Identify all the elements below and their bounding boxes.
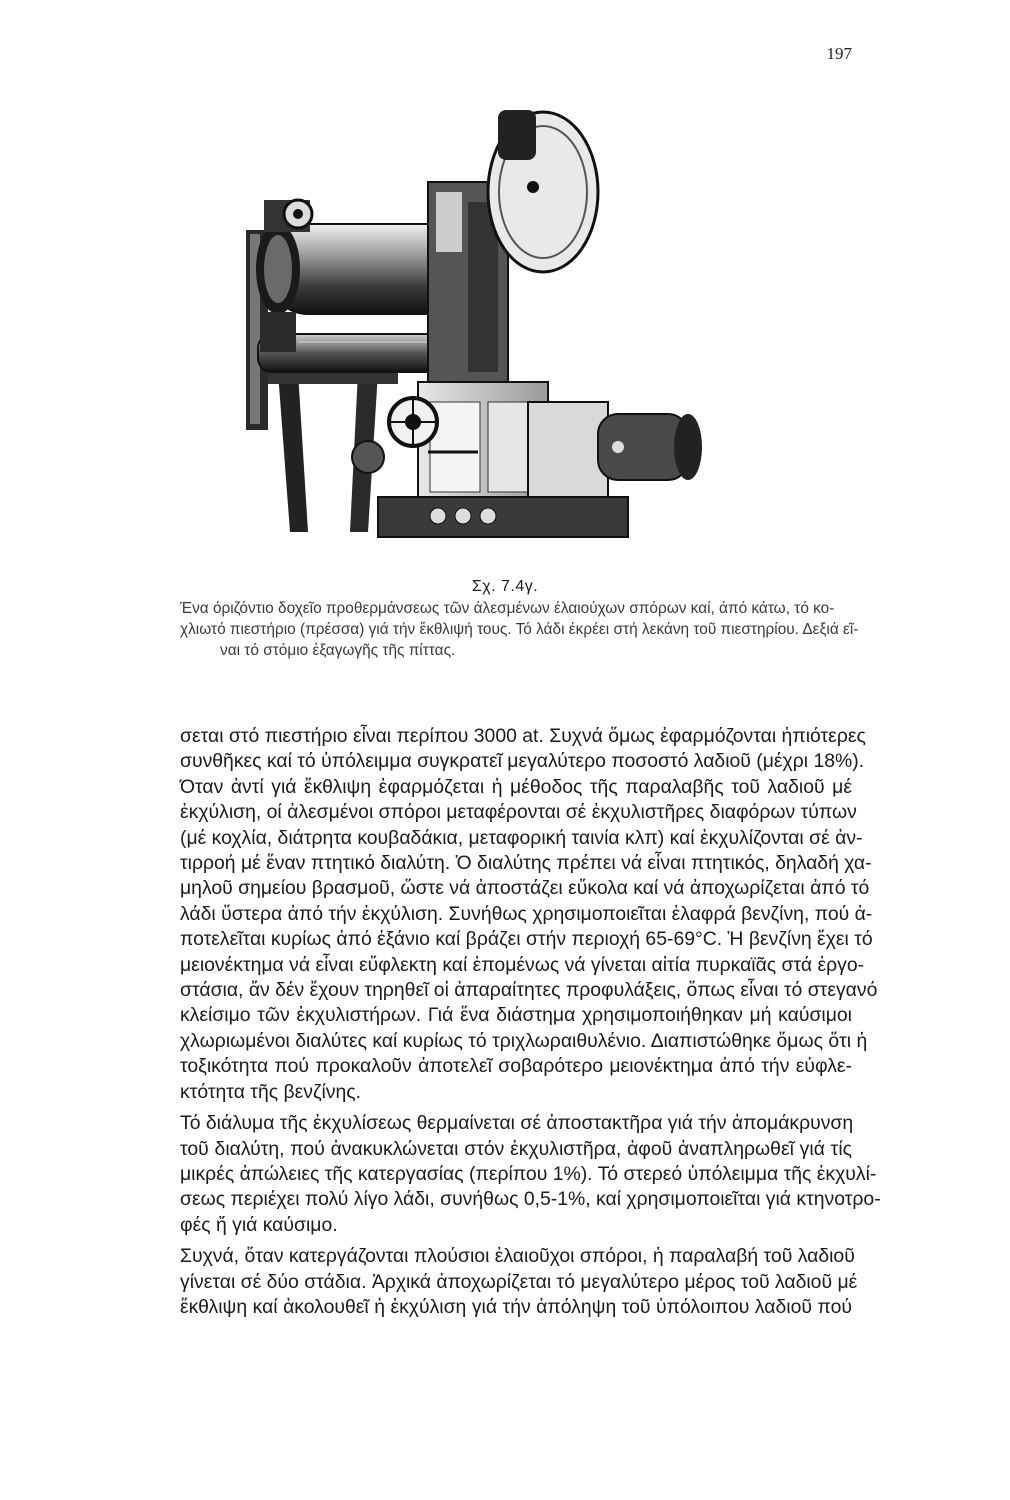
caption-line: χλιωτό πιεστήριο (πρέσσα) γιά τήν ἔκθλιψή τους. Τό λάδι έκρέει στή λεκάνη τοῦ πιεστηρίου. Δεξιά εῖ- — [180, 621, 859, 638]
caption-line: ναι τό στόμιο ἐξαγωγῆς τῆς πίττας. — [220, 642, 456, 659]
text-line: κτότητα τῆς βενζίνης. — [180, 1080, 362, 1103]
paragraph — [180, 1244, 858, 1320]
text-line: Τό διάλυμα τῆς ἐκχυλίσεως θερμαίνεται σέ ἀποστακτῆρα γιά τήν ἀπομάκρυνση — [180, 1112, 854, 1135]
drive-motor — [528, 402, 702, 498]
text-line: (μέ κοχλία, διάτρητα κουβαδάκια, μεταφορική ταινία κλπ) καί ἐκχυλίζονται σέ ἀν- — [180, 826, 863, 849]
text-line: ποτελεῖται κυρίως ἀπό ἑξάνιο καί βράζει στήν περιοχή 65-69°C. Ἡ βενζίνη ἔχει τό — [180, 928, 873, 951]
page-number: 197 — [826, 44, 852, 63]
paragraph — [180, 724, 866, 775]
text-line: σεται στό πιεστήριο εἶναι περίπου 3000 at. Συχνά ὅμως ἐφαρμόζονται ἠπιότερες — [180, 725, 866, 747]
figure-label: Σχ. 7.4γ. — [471, 578, 539, 595]
text-line: ἐκχύλιση, οί ἀλεσμένοι σπόροι μεταφέρονται σέ ἐκχυλιστῆρες διαφόρων τύπων — [180, 801, 857, 824]
text-line: μειονέκτημα νά εἶναι εὔφλεκτη καί ἑπομένως νά γίνεται αἰτία πυρκαϊᾶς στά ἐργο- — [180, 953, 865, 976]
text-line: φές ἤ γιά καύσιμο. — [180, 1213, 338, 1236]
text-line: ἔκθλιψη καί ἀκολουθεῖ ἡ ἐκχύλιση γιά τήν ἀπόληψη τοῦ ὑπόλοιπου λαδιοῦ πού — [180, 1295, 852, 1318]
text-line: λάδι ὕστερα ἀπό τήν ἐκχύλιση. Συνήθως χρησιμοποιεῖται ἐλαφρά βενζίνη, πού ἀ- — [180, 902, 873, 925]
text-line: μικρές ἀπώλειες τῆς κατεργασίας (περίπου 1%). Τό στερεό ὑπόλειμμα τῆς ἐκχυλί- — [180, 1162, 877, 1185]
text-line: χλωριωμένοι διαλύτες καί κυρίως τό τριχλωραιθυλένιο. Διαπιστώθηκε ὅμως ὅτι ἡ — [180, 1029, 868, 1052]
gear-wheel — [389, 398, 437, 446]
text-line: συνθῆκες καί τό ὑπόλειμμα συγκρατεῖ μεγαλύτερο ποσοστό λαδιοῦ (μέχρι 18%). — [180, 750, 865, 773]
paragraph — [180, 775, 878, 1105]
figure-caption — [180, 598, 859, 661]
text-line: στάσια, ἄν δέν ἔχουν τηρηθεῖ οἱ ἀπαραίτητες προφυλάξεις, ὅπως εἶναι τό στεγανό — [180, 979, 878, 1002]
caption-line: Ένα όριζόντιο δοχεῖο προθερμάνσεως τῶν άλεσμένων έλαιούχων σπόρων καί, άπό κάτω, τό κο- — [180, 600, 835, 617]
text-line: κλείσιμο τῶν ἐκχυλιστήρων. Γιά ἕνα διάστημα χρησιμοποιήθηκαν μή καύσιμοι — [180, 1004, 852, 1027]
text-line: γίνεται σέ δύο στάδια. Ἀρχικά ἀποχωρίζεται τό μεγαλύτερο μέρος τοῦ λαδιοῦ μέ — [180, 1270, 858, 1293]
machine-illustration — [238, 102, 718, 564]
text-line: τοῦ διαλύτη, πού ἀνακυκλώνεται στόν ἐκχυλιστῆρα, ἀφοῦ ἀναπληρωθεῖ γιά τίς — [180, 1137, 852, 1160]
text-line: μηλοῦ σημείου βρασμοῦ, ὥστε νά ἀποστάζει εὔκολα καί νά ἀποχωρίζεται ἀπό τό — [180, 877, 870, 900]
text-line: Όταν ἀντί γιά ἔκθλιψη ἐφαρμόζεται ἡ μέθοδος τῆς παραλαβῆς τοῦ λαδιοῦ μέ — [180, 775, 852, 798]
text-line: τοξικότητα πού προκαλοῦν ἀποτελεῖ σοβαρότερο μειονέκτημα ἀπό τήν εὐφλε- — [180, 1055, 852, 1078]
text-line: σεως περιέχει πολύ λίγο λάδι, συνήθως 0,5-1%, καί χρησιμοποιεῖται γιά κτηνοτρο- — [180, 1188, 881, 1211]
body-text — [180, 724, 881, 1320]
text-line: Συχνά, ὅταν κατεργάζονται πλούσιοι ἐλαιοῦχοι σπόροι, ἡ παραλαβή τοῦ λαδιοῦ — [180, 1245, 855, 1268]
figure-oilseed-press — [238, 102, 718, 564]
top-flywheel — [488, 110, 598, 272]
text-line: τιρροή μέ ἕναν πτητικό διαλύτη. Ὁ διαλύτης πρέπει νά εἶναι πτητικός, δηλαδή χα- — [180, 852, 872, 875]
paragraph — [180, 1111, 881, 1238]
